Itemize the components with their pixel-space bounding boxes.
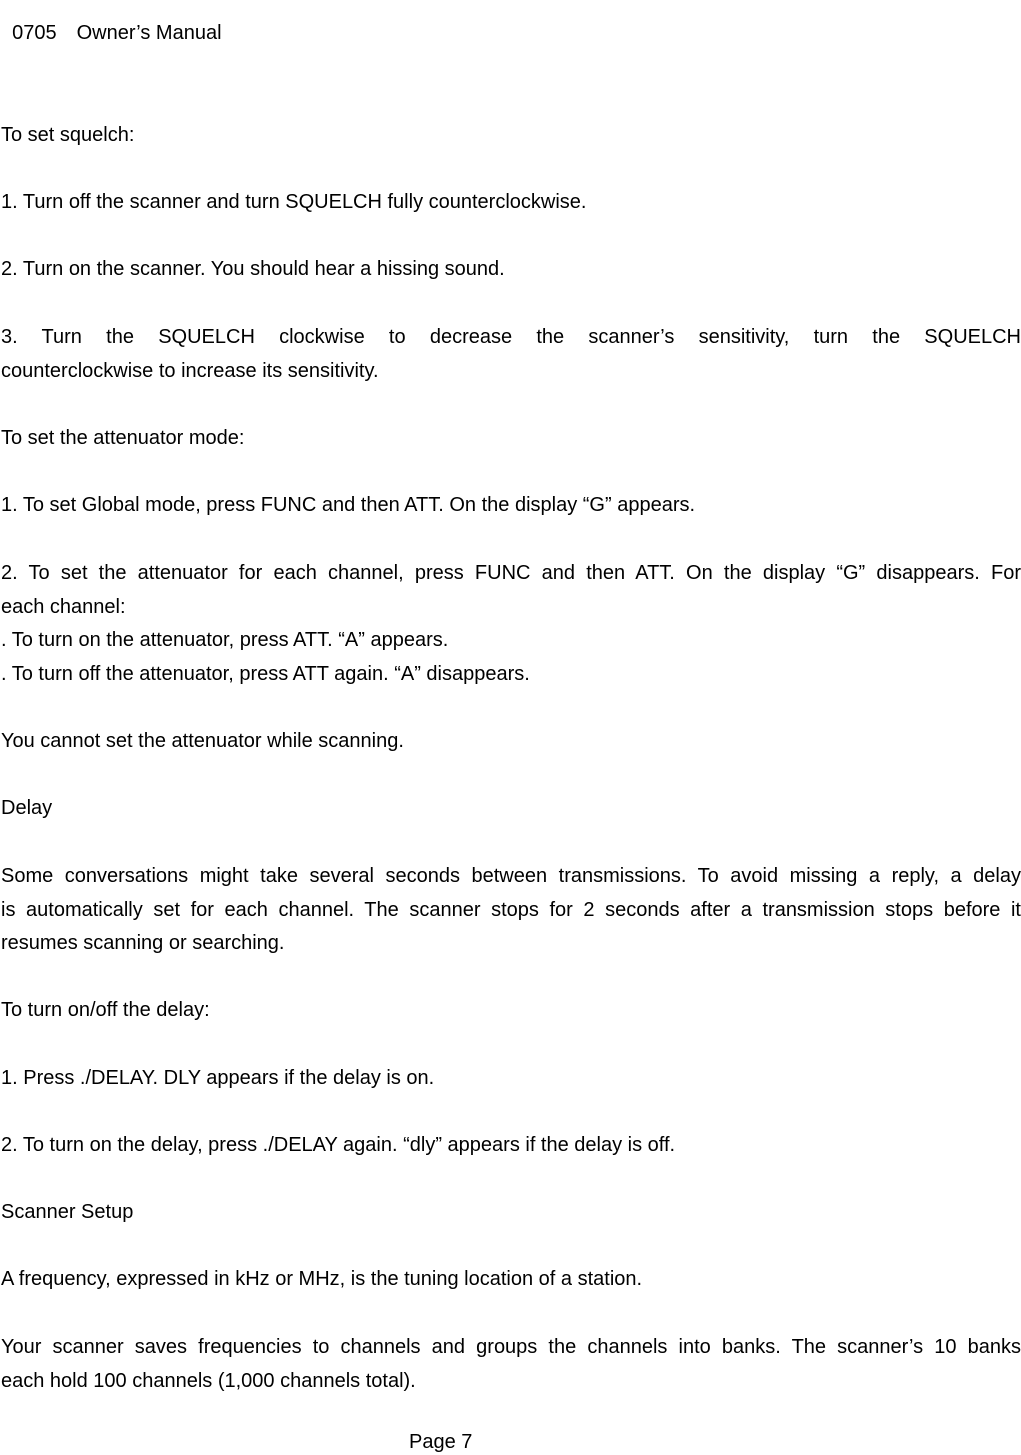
delay-paragraph-line-2: is automatically set for each channel. The scanner stops for 2 seconds after a transmission stops before it: [1, 899, 1021, 921]
delay-paragraph-line-3: resumes scanning or searching.: [1, 932, 285, 954]
squelch-step-3-line-2: counterclockwise to increase its sensitivity.: [1, 360, 379, 382]
delay-heading: Delay: [1, 797, 53, 819]
attenuator-step-2-line-2: each channel:: [1, 596, 126, 618]
document-number: 0705: [12, 22, 57, 44]
document-title: Owner’s Manual: [76, 22, 222, 44]
scanner-setup-paragraph-1: A frequency, expressed in kHz or MHz, is the tuning location of a station.: [1, 1268, 643, 1290]
squelch-intro: To set squelch:: [1, 124, 135, 146]
delay-step-2: 2. To turn on the delay, press ./DELAY again. “dly” appears if the delay is off.: [1, 1134, 676, 1156]
scanner-setup-paragraph-2-line-1: Your scanner saves frequencies to channels and groups the channels into banks. The scanner’s 10 banks: [1, 1336, 1021, 1358]
delay-paragraph-line-1: Some conversations might take several seconds between transmissions. To avoid missing a reply, a delay: [1, 865, 1021, 887]
page-number: Page 7: [409, 1431, 473, 1453]
squelch-step-3-line-1: 3. Turn the SQUELCH clockwise to decrease the scanner’s sensitivity, turn the SQUELCH: [1, 326, 1021, 348]
attenuator-bullet-off: . To turn off the attenuator, press ATT again. “A” disappears.: [1, 663, 530, 685]
attenuator-note: You cannot set the attenuator while scanning.: [1, 730, 404, 752]
delay-step-1: 1. Press ./DELAY. DLY appears if the delay is on.: [1, 1067, 435, 1089]
attenuator-bullet-on: . To turn on the attenuator, press ATT. “A” appears.: [1, 629, 449, 651]
scanner-setup-heading: Scanner Setup: [1, 1201, 134, 1223]
delay-intro: To turn on/off the delay:: [1, 999, 210, 1021]
attenuator-step-2-line-1: 2. To set the attenuator for each channel, press FUNC and then ATT. On the display “G” disappears. For: [1, 562, 1021, 584]
squelch-step-1: 1. Turn off the scanner and turn SQUELCH fully counterclockwise.: [1, 191, 587, 213]
page-header: [1, 0, 222, 44]
squelch-step-2: 2. Turn on the scanner. You should hear a hissing sound.: [1, 258, 505, 280]
attenuator-intro: To set the attenuator mode:: [1, 427, 245, 449]
scanner-setup-paragraph-2-line-2: each hold 100 channels (1,000 channels total).: [1, 1370, 416, 1392]
attenuator-step-1: 1. To set Global mode, press FUNC and then ATT. On the display “G” appears.: [1, 494, 696, 516]
